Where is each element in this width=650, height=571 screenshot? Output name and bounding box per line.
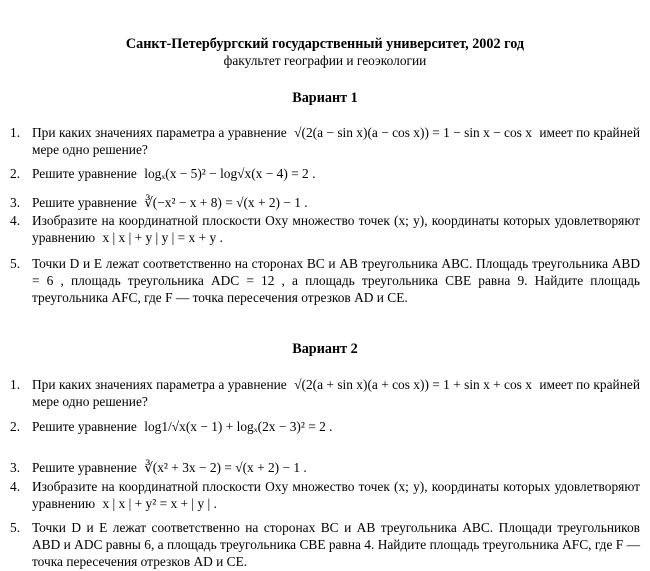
variant-2-problem-4 (10, 478, 640, 512)
document-subtitle: факультет географии и геоэкологии (223, 53, 427, 68)
problem-text: Решите уравнение (32, 195, 137, 210)
problem-number: 5. (10, 520, 21, 535)
problem-text: Изобразите на координатной плоскости Oxy множество точек (x; y), координаты которых удовлетворяют уравнению (32, 213, 640, 245)
problem-equation: ∛(−x² − x + 8) = √(x + 2) − 1 . (144, 195, 308, 210)
problem-text: При каких значениях параметра a уравнение (32, 125, 287, 140)
problem-equation: ∛(x² + 3x − 2) = √(x + 2) − 1 . (144, 460, 307, 475)
variant-2-heading: Вариант 2 (292, 341, 358, 357)
problem-equation: logₓ(x − 5)² − log√x(x − 4) = 2 . (144, 166, 316, 181)
problem-equation: √(2(a − sin x)(a − cos x)) = 1 − sin x − cos x (294, 125, 532, 140)
problem-text-after: имеет по крайней мере одно решение? (32, 377, 640, 409)
variant-1-heading: Вариант 1 (292, 90, 358, 106)
variant-2-problem-5 (10, 519, 640, 570)
variant-1-problem-4 (10, 212, 640, 246)
problem-number: 5. (10, 256, 21, 271)
problem-number: 1. (10, 125, 21, 140)
problem-text: При каких значениях параметра a уравнение (32, 377, 287, 392)
problem-text: Изобразите на координатной плоскости Oxy множество точек (x; y), координаты которых удовлетворяют уравнению (32, 479, 640, 511)
variant-2-problem-3 (10, 459, 640, 476)
variant-2-problem-1 (10, 376, 640, 410)
document-title: Санкт-Петербургский государственный университет, 2002 год (125, 36, 525, 52)
problem-equation: √(2(a + sin x)(a + cos x)) = 1 + sin x + cos x (294, 377, 532, 392)
problem-number: 2. (10, 166, 21, 181)
problem-number: 3. (10, 195, 21, 210)
problem-number: 1. (10, 377, 21, 392)
variant-1-problem-1 (10, 124, 640, 158)
variant-2-problem-2 (10, 418, 640, 435)
problem-equation: log1/√x(x − 1) + logₓ(2x − 3)² = 2 . (144, 419, 333, 434)
problem-number: 4. (10, 479, 21, 494)
problem-number: 3. (10, 460, 21, 475)
problem-number: 2. (10, 419, 21, 434)
problem-number: 4. (10, 213, 21, 228)
problem-text-after: имеет по крайней мере одно решение? (32, 125, 640, 157)
variant-1-problem-2 (10, 165, 640, 182)
variant-1-problem-5 (10, 255, 640, 306)
problem-equation: x | x | + y² = x + | y | . (102, 496, 217, 511)
problem-text: Решите уравнение (32, 166, 137, 181)
problem-text: Точки D и E лежат соответственно на сторонах BC и AB треугольника ABC. Площади треугольников ABD и ADC равны 6, а площадь треугольника CBE равна 4. Найдите площадь треугольника AFC, где F — точка пересечения отрезков AD и CE. (32, 520, 640, 569)
variant-1-problem-3 (10, 194, 640, 211)
problem-text: Точки D и E лежат соответственно на сторонах BC и AB треугольника ABC. Площадь треугольника ABD = 6 , площадь треугольника ADC = 12 , а площадь треугольника CBE равна 9. Найдите площадь треугольника AFC, где F — точка пересечения отрезков AD и CE. (32, 256, 640, 305)
problem-text: Решите уравнение (32, 419, 137, 434)
problem-equation: x | x | + y | y | = x + y . (102, 230, 223, 245)
problem-text: Решите уравнение (32, 460, 137, 475)
